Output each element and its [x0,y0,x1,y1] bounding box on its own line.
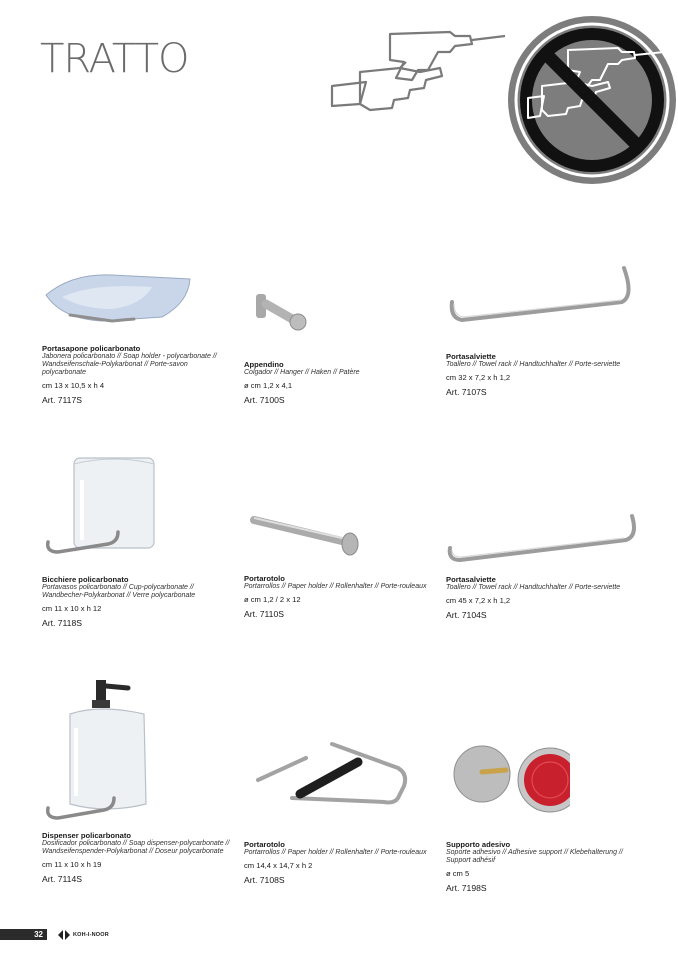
product-description: Toallero // Towel rack // Handtuchhalter // Porte-serviette [446,361,621,368]
product-article: Art. 7108S [244,875,285,885]
product-7108S [244,738,434,893]
product-name: Supporto adesivo [446,840,511,849]
product-description: Dosificador policarbonato // Soap dispenser-polycarbonate // Wandseifenspender-Polykarbonat // Doseur polycarbonate [42,840,230,855]
product-name: Bicchiere policarbonato [42,575,129,584]
hanger-image [252,290,312,338]
product-article: Art. 7198S [446,883,487,893]
no-drill-prohibited-icon [506,0,678,205]
product-7114S [42,678,232,893]
page-title: TRATTO [40,36,189,82]
cup-holder-image [42,450,162,560]
product-7100S [244,290,434,405]
product-description: Toallero // Towel rack // Handtuchhalter // Porte-serviette [446,584,621,591]
brand-logo [58,929,109,940]
product-description: Soporte adhesivo // Adhesive support // Klebehalterung // Support adhésif [446,849,623,864]
product-article: Art. 7110S [244,609,284,619]
product-dimensions: cm 11 x 10 x h 19 [42,860,102,869]
product-7107S [446,262,636,405]
product-dimensions: cm 45 x 7,2 x h 1,2 [446,596,511,605]
soap-dispenser-image [42,678,162,824]
product-dimensions: cm 14,4 x 14,7 x h 2 [244,861,313,870]
product-article: Art. 7107S [446,387,487,397]
product-name: Appendino [244,360,284,369]
product-dimensions: cm 13 x 10,5 x h 4 [42,381,105,390]
product-description: Colgador // Hanger // Haken // Patère [244,369,360,376]
product-7104S [446,512,636,630]
product-article: Art. 7114S [42,874,82,884]
paper-holder-bar-image [246,510,366,564]
product-description: Portarrollos // Paper holder // Rollenhalter // Porte-rouleaux [244,583,427,590]
product-article: Art. 7117S [42,395,82,405]
product-name: Dispenser policarbonato [42,831,132,840]
product-name: Portasalviette [446,352,496,361]
product-description: Portavasos policarbonato // Cup-polycarbonate // Wandbecher-Polykarbonat // Verre polycarbonate [42,584,196,599]
product-article: Art. 7100S [244,395,285,405]
product-7118S [42,450,232,630]
product-article: Art. 7118S [42,618,82,628]
soap-holder-image [42,265,192,333]
product-7198S [446,742,636,893]
product-7117S [42,265,232,405]
product-name: Portarotolo [244,574,285,583]
towel-rack-image [446,512,641,564]
paper-holder-frame-image [248,738,418,810]
brand-name: KOH-I-NOOR [73,931,109,938]
product-name: Portasapone policarbonato [42,344,141,353]
product-description: Jabonera policarbonato // Soap holder - polycarbonate // Wandseifenschale-Polykarbonat // Porte-savon polycarbonate [42,353,217,376]
page-number: 32 [0,929,47,940]
product-name: Portarotolo [244,840,285,849]
adhesive-support-image [450,742,570,814]
product-dimensions: ø cm 1,2 / 2 x 12 [244,595,301,604]
product-dimensions: ø cm 1,2 x 4,1 [244,381,293,390]
product-article: Art. 7104S [446,610,487,620]
product-description: Portarrollos // Paper holder // Rollenhalter // Porte-rouleaux [244,849,427,856]
drill-hand-icon [330,22,510,132]
towel-rack-image [446,262,641,328]
brand-mark-icon [58,930,70,940]
product-name: Portasalviette [446,575,496,584]
product-7110S [244,510,434,630]
product-dimensions: cm 11 x 10 x h 12 [42,604,102,613]
page-footer [0,929,678,940]
product-dimensions: cm 32 x 7,2 x h 1,2 [446,373,511,382]
product-dimensions: ø cm 5 [446,869,470,878]
